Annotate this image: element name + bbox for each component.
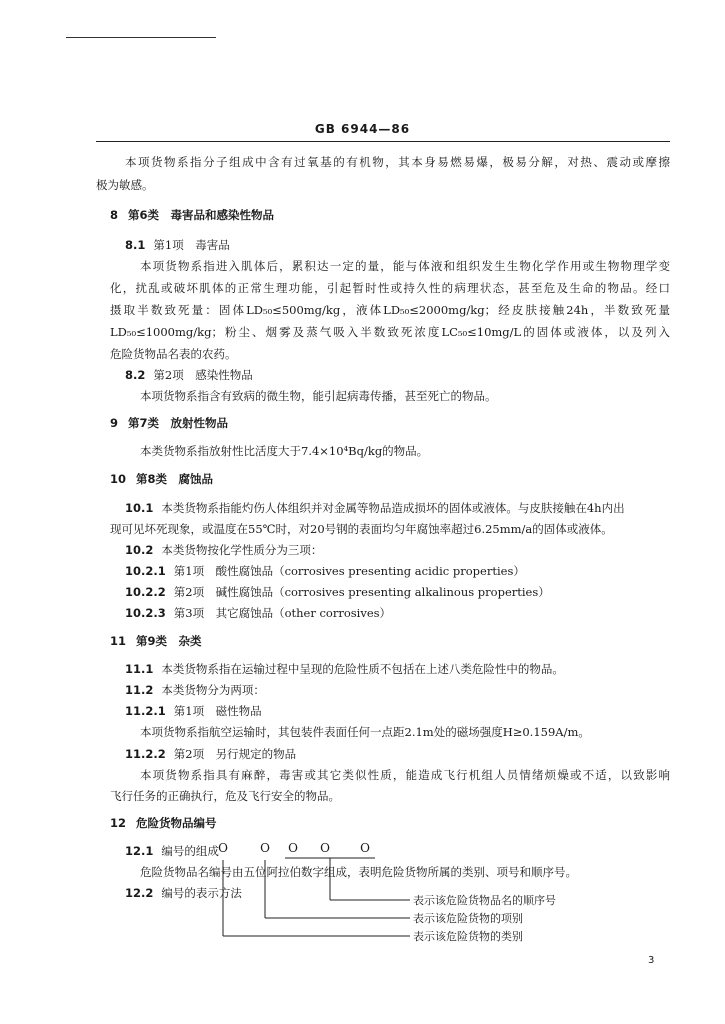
- section-11-2-2-heading: [125, 747, 296, 761]
- section-10-2-3-number: 10.2.3: [125, 606, 166, 620]
- section-12-2-number: 12.2: [125, 886, 154, 900]
- diagram-digit-3: O: [288, 841, 298, 855]
- section-11-2-2-number: 11.2.2: [125, 747, 166, 761]
- section-9-number: 9: [110, 416, 119, 430]
- section-10-1-number: 10.1: [125, 501, 154, 515]
- section-8-title: 第6类 毒害品和感染性物品: [128, 208, 275, 222]
- section-11-2-1-title: 第1项 磁性物品: [173, 704, 262, 718]
- section-12-1-line: 危险货物品名编号由五位阿拉伯数字组成，表明危险货物所属的类别、项号和顺序号。: [140, 865, 577, 879]
- section-8-1-line-5: 危险货物品名表的农药。: [110, 347, 237, 361]
- intro-line-2: 极为敏感。: [96, 178, 154, 192]
- section-11-1-number: 11.1: [125, 662, 154, 676]
- top-rule: [66, 37, 216, 38]
- section-8-1-line-1: 本项货物系指进入肌体后，累积达一定的量，能与体液和组织发生生物化学作用或生物物理学变: [140, 259, 670, 273]
- section-11-2-1-heading: [125, 704, 262, 718]
- diagram-label-class: 表示该危险货物的类别: [413, 930, 523, 943]
- section-11-2-1-number: 11.2.1: [125, 704, 166, 718]
- section-8-number: 8: [110, 208, 119, 222]
- section-11-number: 11: [110, 634, 127, 648]
- section-10-2-1: [125, 564, 525, 578]
- section-12-title: 危险货物品编号: [136, 816, 217, 830]
- diagram-digit-4: O: [320, 841, 330, 855]
- diagram-label-sequence: 表示该危险货物品名的顺序号: [413, 894, 556, 907]
- section-10-1-line-1: [125, 501, 670, 515]
- diagram-label-division: 表示该危险货物的项别: [413, 912, 523, 925]
- section-8-1-line-2: 化，扰乱或破坏肌体的正常生理功能，引起暂时性或持久性的病理状态，甚至危及生命的物品。经口: [110, 281, 670, 295]
- section-11-2-2-line-1: 本项货物系指具有麻醉，毒害或其它类似性质，能造成飞行机组人员情绪烦燥或不适，以致影响: [140, 768, 670, 782]
- section-11-2-1-line: 本项货物系指航空运输时，其包装件表面任何一点距2.1m处的磁场强度H≥0.159A/m。: [140, 725, 590, 739]
- section-10-2-number: 10.2: [125, 543, 154, 557]
- section-11-2: [125, 683, 265, 697]
- section-8-2-heading: [125, 368, 253, 382]
- section-11-2-text: 本类货物分为两项：: [161, 683, 265, 697]
- section-9-title: 第7类 放射性物品: [128, 416, 229, 430]
- section-12-1-title: 编号的组成: [161, 844, 219, 858]
- section-8-2-line: 本项货物系指含有致病的微生物，能引起病毒传播，甚至死亡的物品。: [140, 389, 497, 403]
- section-10-2-title: 本类货物按化学性质分为三项：: [161, 543, 323, 557]
- section-10-title: 第8类 腐蚀品: [136, 472, 214, 486]
- section-12-1-number: 12.1: [125, 844, 154, 858]
- standard-header: GB 6944—86: [314, 122, 411, 136]
- section-9-line: 本类货物系指放射性比活度大于7.4×10⁴Bq/kg的物品。: [140, 444, 429, 458]
- section-10-number: 10: [110, 472, 127, 486]
- section-10-2-1-number: 10.2.1: [125, 564, 166, 578]
- section-10-2-3: [125, 606, 391, 620]
- section-8-1-line-3: 摄取半数致死量：固体LD₅₀≤500mg/kg，液体LD₅₀≤2000mg/kg；经皮肤接触24h，半数致死量: [110, 303, 670, 317]
- section-8-1-heading: [125, 238, 230, 252]
- section-12-number: 12: [110, 816, 127, 830]
- section-10-heading: [110, 472, 213, 486]
- section-11-2-2-title: 第2项 另行规定的物品: [173, 747, 297, 761]
- section-10-1-text-1: 本类货物系指能灼伤人体组织并对金属等物品造成损坏的固体或液体。与皮肤接触在4h内出: [161, 501, 625, 515]
- section-10-2-1-label: 第1项 酸性腐蚀品（corrosives presenting acidic properties）: [173, 564, 525, 578]
- section-10-2-2-number: 10.2.2: [125, 585, 166, 599]
- diagram-digit-5: O: [360, 841, 370, 855]
- page-number: 3: [648, 955, 655, 966]
- section-9-heading: [110, 416, 228, 430]
- section-11-title: 第9类 杂类: [136, 634, 202, 648]
- diagram-digit-2: O: [260, 841, 270, 855]
- numbering-diagram: [215, 838, 615, 948]
- section-10-2-2-label: 第2项 碱性腐蚀品（corrosives presenting alkalinous properties）: [173, 585, 550, 599]
- header-rule: [96, 141, 670, 142]
- section-12-2-title: 编号的表示方法: [161, 886, 242, 900]
- section-12-heading: [110, 816, 217, 830]
- section-10-2-3-label: 第3项 其它腐蚀品（other corrosives）: [173, 606, 392, 620]
- section-11-1: [125, 662, 564, 676]
- section-8-heading: [110, 208, 274, 222]
- section-11-1-text: 本类货物系指在运输过程中呈现的危险性质不包括在上述八类危险性中的物品。: [161, 662, 564, 676]
- section-10-2-heading: [125, 543, 322, 557]
- section-8-1-line-4: LD₅₀≤1000mg/kg；粉尘、烟雾及蒸气吸入半数致死浓度LC₅₀≤10mg/L的固体或液体，以及列入: [110, 325, 670, 339]
- section-12-1-heading: [125, 844, 219, 858]
- section-11-2-number: 11.2: [125, 683, 154, 697]
- intro-line-1: 本项货物系指分子组成中含有过氧基的有机物，其本身易燃易爆，极易分解，对热、震动或摩擦: [125, 155, 670, 169]
- section-10-2-2: [125, 585, 550, 599]
- section-8-1-number: 8.1: [125, 238, 146, 252]
- section-10-1-line-2: 现可见坏死现象，或温度在55℃时，对20号钢的表面均匀年腐蚀率超过6.25mm/a的固体或液体。: [110, 522, 613, 536]
- diagram-digit-1: O: [218, 841, 228, 855]
- section-8-2-number: 8.2: [125, 368, 146, 382]
- section-8-2-title: 第2项 感染性物品: [153, 368, 253, 382]
- section-11-heading: [110, 634, 202, 648]
- section-8-1-title: 第1项 毒害品: [153, 238, 230, 252]
- section-11-2-2-line-2: 飞行任务的正确执行，危及飞行安全的物品。: [110, 789, 340, 803]
